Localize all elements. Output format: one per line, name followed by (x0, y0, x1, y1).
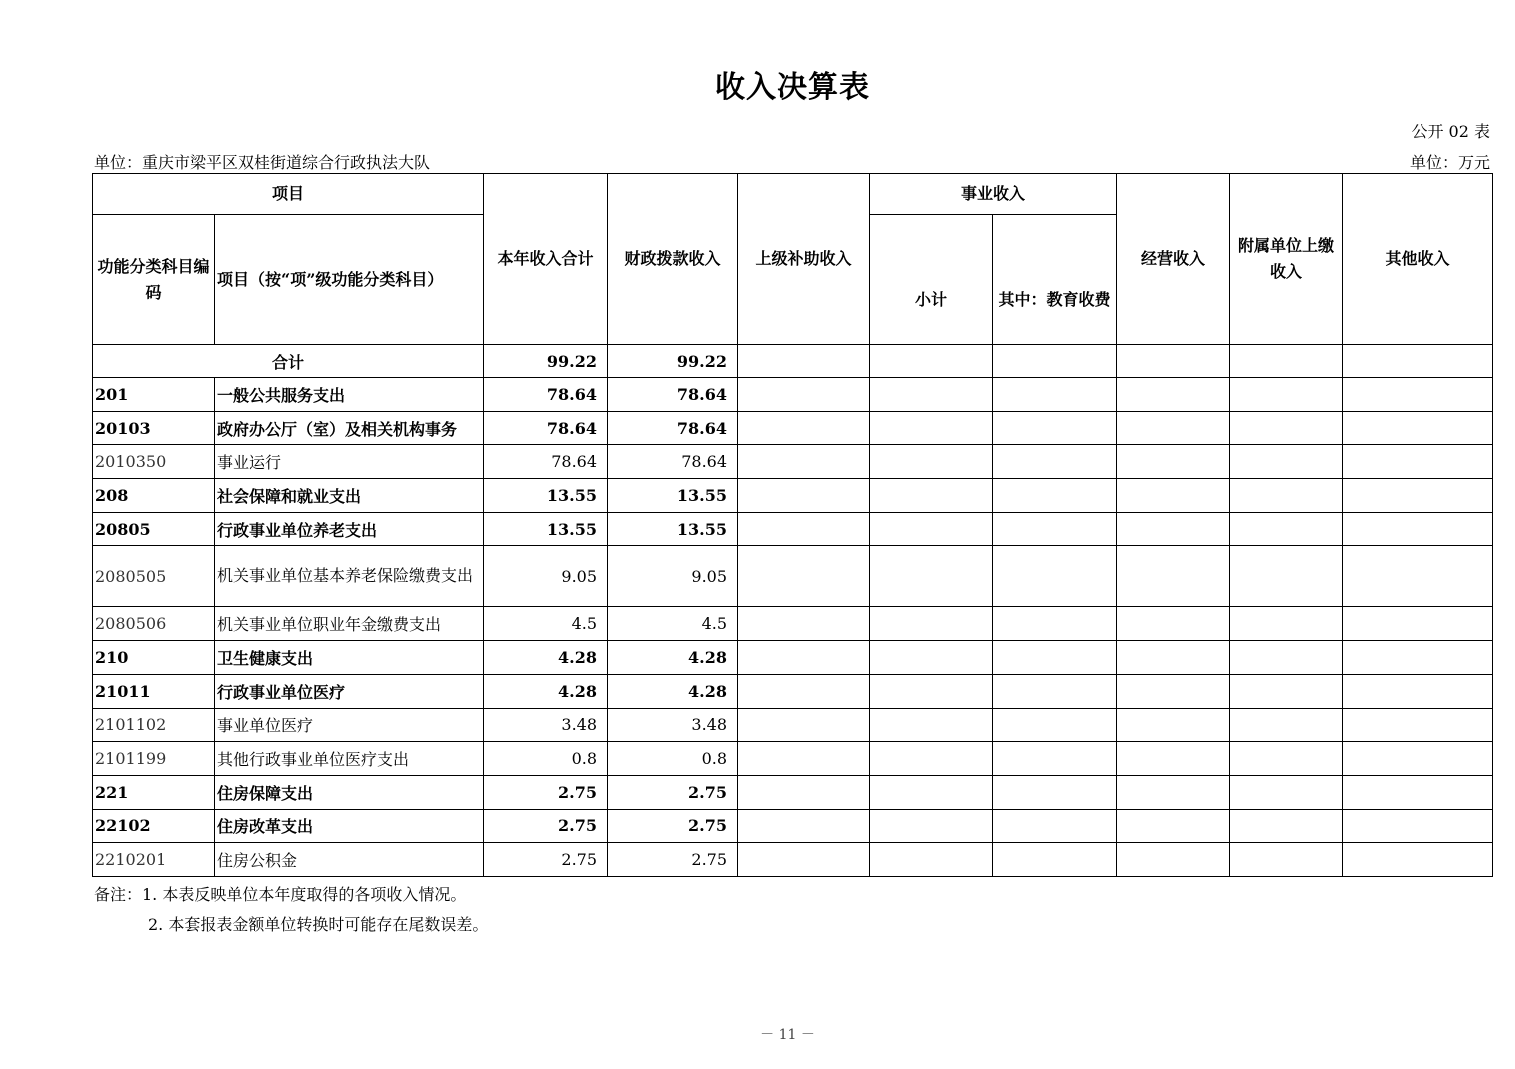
row-code: 2080506 (93, 607, 215, 641)
row-fiscal: 4.28 (608, 641, 738, 675)
table-row (93, 378, 1493, 412)
row-total: 0.8 (484, 742, 608, 776)
table-row (93, 411, 1493, 445)
header-affiliated: 附属单位上缴收入 (1230, 174, 1343, 345)
empty-cell (738, 742, 870, 776)
row-name: 住房公积金 (215, 843, 484, 877)
row-total: 4.5 (484, 607, 608, 641)
empty-cell (1343, 775, 1493, 809)
table-row (93, 708, 1493, 742)
empty-cell (1230, 843, 1343, 877)
row-fiscal: 78.64 (608, 445, 738, 479)
empty-cell (1117, 411, 1230, 445)
header-name: 项目（按“项”级功能分类科目） (215, 215, 484, 345)
row-total: 3.48 (484, 708, 608, 742)
empty-cell (1230, 607, 1343, 641)
empty-cell (1117, 809, 1230, 843)
empty-cell (1343, 742, 1493, 776)
table-row (93, 607, 1493, 641)
empty-cell (738, 809, 870, 843)
row-code: 22102 (93, 809, 215, 843)
empty-cell (870, 708, 993, 742)
empty-cell (1230, 411, 1343, 445)
empty-cell (1117, 742, 1230, 776)
empty-cell (870, 775, 993, 809)
row-name: 一般公共服务支出 (215, 378, 484, 412)
empty-cell (870, 843, 993, 877)
total-row (93, 345, 1493, 378)
row-code: 2101199 (93, 742, 215, 776)
row-fiscal: 13.55 (608, 512, 738, 546)
row-total: 2.75 (484, 843, 608, 877)
empty-cell (993, 479, 1117, 513)
empty-cell (1230, 775, 1343, 809)
table-row (93, 641, 1493, 675)
empty-cell (870, 546, 993, 607)
row-fiscal: 9.05 (608, 546, 738, 607)
empty-cell (738, 641, 870, 675)
row-total: 2.75 (484, 809, 608, 843)
table-row (93, 479, 1493, 513)
empty-cell (1343, 641, 1493, 675)
empty-cell (1230, 708, 1343, 742)
row-name: 事业单位医疗 (215, 708, 484, 742)
empty-cell (738, 843, 870, 877)
row-code: 21011 (93, 674, 215, 708)
table-row (93, 775, 1493, 809)
empty-cell (870, 641, 993, 675)
empty-cell (1117, 546, 1230, 607)
row-code: 208 (93, 479, 215, 513)
empty-cell (1117, 479, 1230, 513)
empty-cell (1230, 512, 1343, 546)
empty-cell (738, 445, 870, 479)
reporting-unit: 单位：重庆市梁平区双桂街道综合行政执法大队 (94, 153, 431, 172)
row-code: 2080505 (93, 546, 215, 607)
row-code: 210 (93, 641, 215, 675)
empty-cell (1343, 546, 1493, 607)
header-total: 本年收入合计 (484, 174, 608, 345)
note-2: 2. 本套报表金额单位转换时可能存在尾数误差。 (148, 915, 489, 934)
row-name: 机关事业单位职业年金缴费支出 (215, 607, 484, 641)
empty-cell (1230, 641, 1343, 675)
header-education: 其中：教育收费 (993, 215, 1117, 345)
empty-cell (738, 674, 870, 708)
empty-cell (1343, 674, 1493, 708)
empty-cell (738, 411, 870, 445)
header-code: 功能分类科目编码 (93, 215, 215, 345)
empty-cell (993, 445, 1117, 479)
row-fiscal: 4.5 (608, 607, 738, 641)
empty-cell (870, 742, 993, 776)
row-name: 机关事业单位基本养老保险缴费支出 (215, 546, 484, 607)
empty-cell (870, 411, 993, 445)
table-row (93, 512, 1493, 546)
empty-cell (1343, 607, 1493, 641)
row-total: 78.64 (484, 378, 608, 412)
empty-cell (993, 742, 1117, 776)
empty-cell (1230, 809, 1343, 843)
empty-cell (993, 411, 1117, 445)
empty-cell (738, 708, 870, 742)
empty-cell (1117, 512, 1230, 546)
notes (94, 880, 488, 940)
row-fiscal: 2.75 (608, 843, 738, 877)
empty-cell (1117, 843, 1230, 877)
empty-cell (738, 512, 870, 546)
row-total: 13.55 (484, 479, 608, 513)
empty-cell (993, 546, 1117, 607)
row-total: 9.05 (484, 546, 608, 607)
empty-cell (993, 512, 1117, 546)
row-fiscal: 3.48 (608, 708, 738, 742)
empty-cell (870, 607, 993, 641)
row-total: 78.64 (484, 411, 608, 445)
empty-cell (1117, 708, 1230, 742)
row-fiscal: 2.75 (608, 809, 738, 843)
form-number: 公开 02 表 (1411, 122, 1490, 141)
table-row (93, 546, 1493, 607)
empty-cell (870, 674, 993, 708)
empty-cell (993, 708, 1117, 742)
row-code: 20805 (93, 512, 215, 546)
empty-cell (1117, 378, 1230, 412)
row-code: 221 (93, 775, 215, 809)
row-total: 4.28 (484, 641, 608, 675)
empty-cell (1117, 775, 1230, 809)
row-name: 社会保障和就业支出 (215, 479, 484, 513)
row-name: 行政事业单位养老支出 (215, 512, 484, 546)
empty-cell (1343, 479, 1493, 513)
empty-cell (1343, 512, 1493, 546)
empty-cell (1343, 445, 1493, 479)
row-total: 4.28 (484, 674, 608, 708)
empty-cell (1230, 742, 1343, 776)
empty-cell (1230, 378, 1343, 412)
row-name: 住房保障支出 (215, 775, 484, 809)
empty-cell (738, 607, 870, 641)
empty-cell (993, 775, 1117, 809)
row-fiscal: 4.28 (608, 674, 738, 708)
empty-cell (738, 479, 870, 513)
empty-cell (1343, 378, 1493, 412)
table-row (93, 809, 1493, 843)
empty-cell (738, 546, 870, 607)
empty-cell (1343, 809, 1493, 843)
note-1: 备注：1. 本表反映单位本年度取得的各项收入情况。 (94, 885, 467, 904)
row-name: 卫生健康支出 (215, 641, 484, 675)
row-fiscal: 78.64 (608, 411, 738, 445)
row-name: 住房改革支出 (215, 809, 484, 843)
empty-cell (1117, 445, 1230, 479)
empty-cell (1230, 546, 1343, 607)
empty-cell (1343, 708, 1493, 742)
header-item: 项目 (93, 174, 484, 215)
row-name: 其他行政事业单位医疗支出 (215, 742, 484, 776)
row-total: 78.64 (484, 445, 608, 479)
row-name: 政府办公厅（室）及相关机构事务 (215, 411, 484, 445)
table-row (93, 445, 1493, 479)
empty-cell (1343, 411, 1493, 445)
table-row (93, 742, 1493, 776)
empty-cell (738, 378, 870, 412)
empty-cell (870, 809, 993, 843)
total-row-total: 99.22 (484, 345, 608, 378)
header-operating: 经营收入 (1117, 174, 1230, 345)
header-subtotal: 小计 (870, 215, 993, 345)
row-code: 2101102 (93, 708, 215, 742)
empty-cell (993, 674, 1117, 708)
row-name: 事业运行 (215, 445, 484, 479)
row-total: 2.75 (484, 775, 608, 809)
empty-cell (1117, 674, 1230, 708)
header-career: 事业收入 (870, 174, 1117, 215)
empty-cell (1230, 445, 1343, 479)
empty-cell (1230, 674, 1343, 708)
row-name: 行政事业单位医疗 (215, 674, 484, 708)
empty-cell (1343, 843, 1493, 877)
empty-cell (1230, 479, 1343, 513)
row-total: 13.55 (484, 512, 608, 546)
total-label: 合计 (93, 345, 484, 378)
empty-cell (993, 641, 1117, 675)
empty-cell (993, 607, 1117, 641)
empty-cell (993, 843, 1117, 877)
row-code: 2010350 (93, 445, 215, 479)
row-fiscal: 13.55 (608, 479, 738, 513)
row-code: 201 (93, 378, 215, 412)
total-row-fiscal: 99.22 (608, 345, 738, 378)
empty-cell (993, 378, 1117, 412)
row-code: 2210201 (93, 843, 215, 877)
empty-cell (738, 775, 870, 809)
header-fiscal: 财政拨款收入 (608, 174, 738, 345)
table-row (93, 674, 1493, 708)
row-code: 20103 (93, 411, 215, 445)
header-superior: 上级补助收入 (738, 174, 870, 345)
income-table (92, 173, 1493, 877)
header-other: 其他收入 (1343, 174, 1493, 345)
page-number: － 11 － (760, 1027, 815, 1043)
table-row (93, 843, 1493, 877)
row-fiscal: 2.75 (608, 775, 738, 809)
empty-cell (870, 479, 993, 513)
page-title: 收入决算表 (715, 70, 870, 105)
empty-cell (1117, 607, 1230, 641)
row-fiscal: 0.8 (608, 742, 738, 776)
empty-cell (993, 809, 1117, 843)
empty-cell (1117, 641, 1230, 675)
empty-cell (870, 445, 993, 479)
empty-cell (870, 512, 993, 546)
currency-unit: 单位：万元 (1409, 153, 1490, 172)
empty-cell (870, 378, 993, 412)
row-fiscal: 78.64 (608, 378, 738, 412)
